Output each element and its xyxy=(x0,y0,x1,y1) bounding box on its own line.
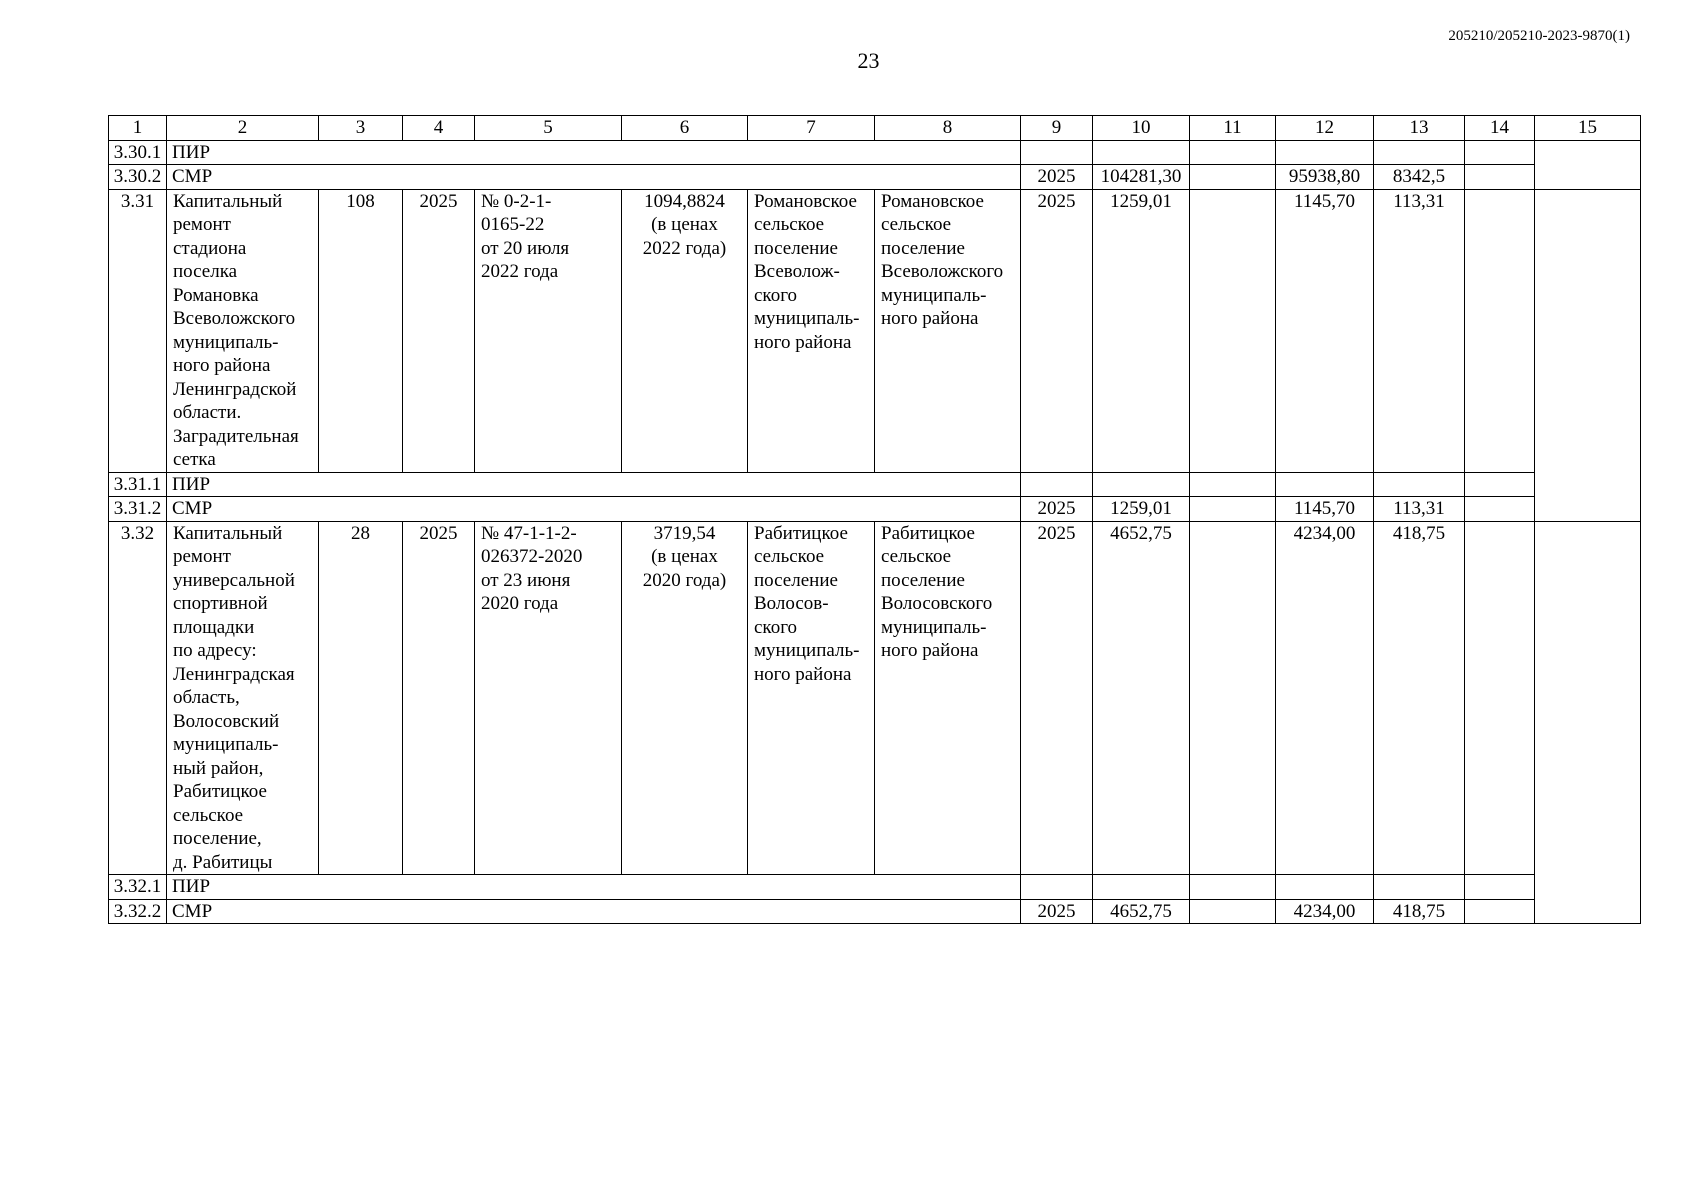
value-cell: 28 xyxy=(319,521,403,875)
row-number: 3.30.1 xyxy=(109,140,167,165)
row-number: 3.31 xyxy=(109,189,167,472)
column-header: 8 xyxy=(875,116,1021,141)
customer-cell: Романовское сельское поселение Всеволож- ского муниципаль- ного района xyxy=(748,189,875,472)
table-cell xyxy=(1465,899,1535,924)
cost-cell: 1094,8824 (в ценах 2022 года) xyxy=(622,189,748,472)
object-name: Капитальный ремонт универсальной спортивной площадки по адресу: Ленинградская область, Волосовский муниципаль- ный район, Рабитицкое сельское поселение, д. Рабитицы xyxy=(167,521,319,875)
total-cell: 4652,75 xyxy=(1093,521,1190,875)
column-header: 3 xyxy=(319,116,403,141)
table-cell xyxy=(1190,521,1276,875)
value-cell: 1145,70 xyxy=(1276,189,1374,472)
table-row xyxy=(109,165,1641,190)
row-number: 3.32 xyxy=(109,521,167,875)
table-cell xyxy=(1021,472,1093,497)
row-number: 3.30.2 xyxy=(109,165,167,190)
table-cell xyxy=(1190,165,1276,190)
row-number: 3.32.2 xyxy=(109,899,167,924)
table-cell xyxy=(1374,875,1465,900)
table-cell xyxy=(1465,472,1535,497)
year-cell: 2025 xyxy=(1021,189,1093,472)
table-cell xyxy=(1093,472,1190,497)
table-row xyxy=(109,472,1641,497)
table-cell xyxy=(1021,875,1093,900)
table-cell xyxy=(1093,140,1190,165)
value-cell: 1145,70 xyxy=(1276,497,1374,522)
row-label: ПИР xyxy=(167,140,1021,165)
row-number: 3.31.2 xyxy=(109,497,167,522)
table-cell xyxy=(1465,521,1535,875)
column-header: 1 xyxy=(109,116,167,141)
row-label: ПИР xyxy=(167,472,1021,497)
table-cell xyxy=(1465,875,1535,900)
total-cell: 1259,01 xyxy=(1093,497,1190,522)
data-table xyxy=(108,115,1641,924)
table-cell xyxy=(1276,875,1374,900)
year-cell: 2025 xyxy=(403,521,475,875)
table-cell xyxy=(1535,140,1641,189)
value-cell: 4234,00 xyxy=(1276,899,1374,924)
row-label: СМР xyxy=(167,497,1021,522)
customer-cell: Рабитицкое сельское поселение Волосов- ского муниципаль- ного района xyxy=(748,521,875,875)
table-cell xyxy=(1093,875,1190,900)
table-cell xyxy=(1190,140,1276,165)
row-label: ПИР xyxy=(167,875,1021,900)
table-cell xyxy=(1374,472,1465,497)
owner-cell: Романовское сельское поселение Всеволожского муниципаль- ного района xyxy=(875,189,1021,472)
table-row xyxy=(109,140,1641,165)
table-cell xyxy=(1465,189,1535,472)
table-cell xyxy=(1535,189,1641,521)
column-header: 10 xyxy=(1093,116,1190,141)
row-label: СМР xyxy=(167,165,1021,190)
table-cell xyxy=(1465,140,1535,165)
table-row xyxy=(109,899,1641,924)
column-header: 13 xyxy=(1374,116,1465,141)
table-cell xyxy=(1276,140,1374,165)
row-number: 3.32.1 xyxy=(109,875,167,900)
column-header: 5 xyxy=(475,116,622,141)
table-cell xyxy=(1465,165,1535,190)
row-number: 3.31.1 xyxy=(109,472,167,497)
value-cell: 113,31 xyxy=(1374,189,1465,472)
column-header: 12 xyxy=(1276,116,1374,141)
table-cell xyxy=(1465,497,1535,522)
value-cell: 4234,00 xyxy=(1276,521,1374,875)
column-header: 2 xyxy=(167,116,319,141)
total-cell: 4652,75 xyxy=(1093,899,1190,924)
table-cell xyxy=(1535,521,1641,924)
value-cell: 95938,80 xyxy=(1276,165,1374,190)
expertise-cell: № 47-1-1-2- 026372-2020 от 23 июня 2020 года xyxy=(475,521,622,875)
column-header: 14 xyxy=(1465,116,1535,141)
value-cell: 418,75 xyxy=(1374,521,1465,875)
column-header: 6 xyxy=(622,116,748,141)
table-cell xyxy=(1190,189,1276,472)
owner-cell: Рабитицкое сельское поселение Волосовского муниципаль- ного района xyxy=(875,521,1021,875)
total-cell: 1259,01 xyxy=(1093,189,1190,472)
table-cell xyxy=(1190,899,1276,924)
year-cell: 2025 xyxy=(1021,497,1093,522)
expertise-cell: № 0-2-1- 0165-22 от 20 июля 2022 года xyxy=(475,189,622,472)
table-cell xyxy=(1190,472,1276,497)
table-header-row xyxy=(109,116,1641,141)
column-header: 4 xyxy=(403,116,475,141)
year-cell: 2025 xyxy=(1021,899,1093,924)
table-row xyxy=(109,875,1641,900)
object-name: Капитальный ремонт стадиона поселка Романовка Всеволожского муниципаль- ного района Ленинградской области. Заградительная сетка xyxy=(167,189,319,472)
document-id: 205210/205210-2023-9870(1) xyxy=(1448,28,1630,44)
column-header: 7 xyxy=(748,116,875,141)
total-cell: 104281,30 xyxy=(1093,165,1190,190)
year-cell: 2025 xyxy=(1021,521,1093,875)
table-row xyxy=(109,521,1641,875)
year-cell: 2025 xyxy=(403,189,475,472)
table-cell xyxy=(1276,472,1374,497)
cost-cell: 3719,54 (в ценах 2020 года) xyxy=(622,521,748,875)
table-cell xyxy=(1190,497,1276,522)
column-header: 9 xyxy=(1021,116,1093,141)
table-row xyxy=(109,497,1641,522)
page-number: 23 xyxy=(857,48,880,73)
row-label: СМР xyxy=(167,899,1021,924)
value-cell: 8342,5 xyxy=(1374,165,1465,190)
column-header: 11 xyxy=(1190,116,1276,141)
table-cell xyxy=(1190,875,1276,900)
value-cell: 418,75 xyxy=(1374,899,1465,924)
column-header: 15 xyxy=(1535,116,1641,141)
year-cell: 2025 xyxy=(1021,165,1093,190)
table-row xyxy=(109,189,1641,472)
table-cell xyxy=(1021,140,1093,165)
value-cell: 113,31 xyxy=(1374,497,1465,522)
table-cell xyxy=(1374,140,1465,165)
value-cell: 108 xyxy=(319,189,403,472)
